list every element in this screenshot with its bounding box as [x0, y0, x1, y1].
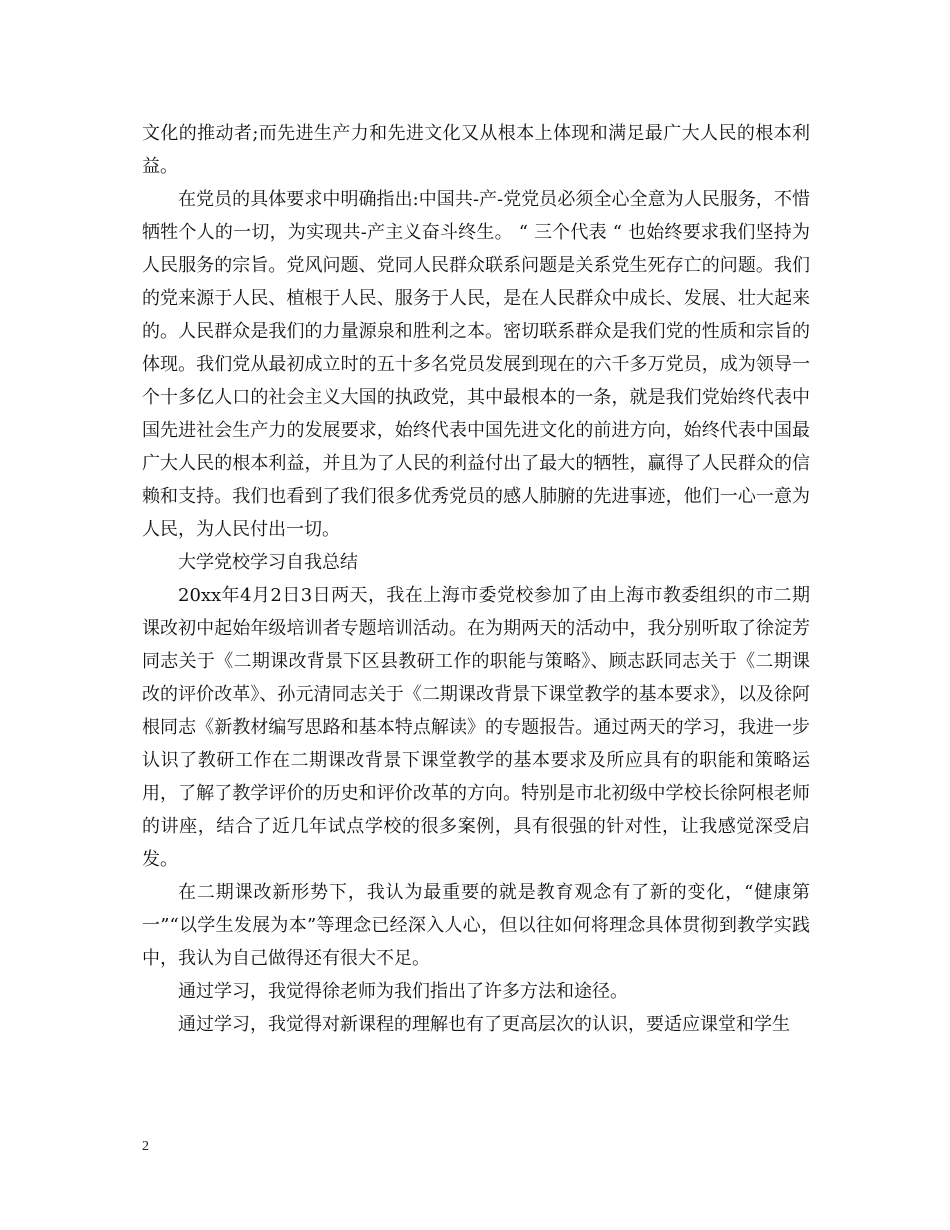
- section-heading: 大学党校学习自我总结: [178, 552, 358, 573]
- paragraph-5: 通过学习，我觉得徐老师为我们指出了许多方法和途径。: [178, 981, 628, 1002]
- paragraph-4: 在二期课改新形势下，我认为最重要的就是教育观念有了新的变化，“健康第一”“以学生发展为本”等理念已经深入人心，但以往如何将理念具体贯彻到教学实践中，我认为自己做得还有很大不足。: [142, 882, 810, 969]
- document-body: [142, 117, 810, 1041]
- paragraph-1: 文化的推动者;而先进生产力和先进文化又从根本上体现和满足最广大人民的根本利益。: [142, 123, 810, 177]
- page-number: 2: [142, 1139, 149, 1154]
- paragraph-6: 通过学习，我觉得对新课程的理解也有了更高层次的认识，要适应课堂和学生: [178, 1014, 790, 1035]
- paragraph-3: 20xx年4月2日3日两天，我在上海市委党校参加了由上海市教委组织的市二期课改初中起始年级培训者专题培训活动。在为期两天的活动中，我分别听取了徐淀芳同志关于《二期课改背景下区县教研工作的职能与策略》、顾志跃同志关于《二期课改的评价改革》、孙元清同志关于《二期课改背景下课堂教学的基本要求》，以及徐阿根同志《新教材编写思路和基本特点解读》的专题报告。通过两天的学习，我进一步认识了教研工作在二期课改背景下课堂教学的基本要求及所应具有的职能和策略运用，了解了教学评价的历史和评价改革的方向。特别是市北初级中学校长徐阿根老师的讲座，结合了近几年试点学校的很多案例，具有很强的针对性，让我感觉深受启发。: [142, 585, 810, 870]
- paragraph-2: 在党员的具体要求中明确指出:中国共-产-党党员必须全心全意为人民服务，不惜牺牲个人的一切，为实现共-产主义奋斗终生。 “ 三个代表 “ 也始终要求我们坚持为人民服务的宗旨。党风问题、党同人民群众联系问题是关系党生死存亡的问题。我们的党来源于人民、植根于人民、服务于人民，是在人民群众中成长、发展、壮大起来的。人民群众是我们的力量源泉和胜利之本。密切联系群众是我们党的性质和宗旨的体现。我们党从最初成立时的五十多名党员发展到现在的六千多万党员，成为领导一个十多亿人口的社会主义大国的执政党，其中最根本的一条，就是我们党始终代表中国先进社会生产力的发展要求，始终代表中国先进文化的前进方向，始终代表中国最广大人民的根本利益，并且为了人民的利益付出了最大的牺牲，赢得了人民群众的信赖和支持。我们也看到了我们很多优秀党员的感人肺腑的先进事迹，他们一心一意为人民，为人民付出一切。: [142, 189, 810, 540]
